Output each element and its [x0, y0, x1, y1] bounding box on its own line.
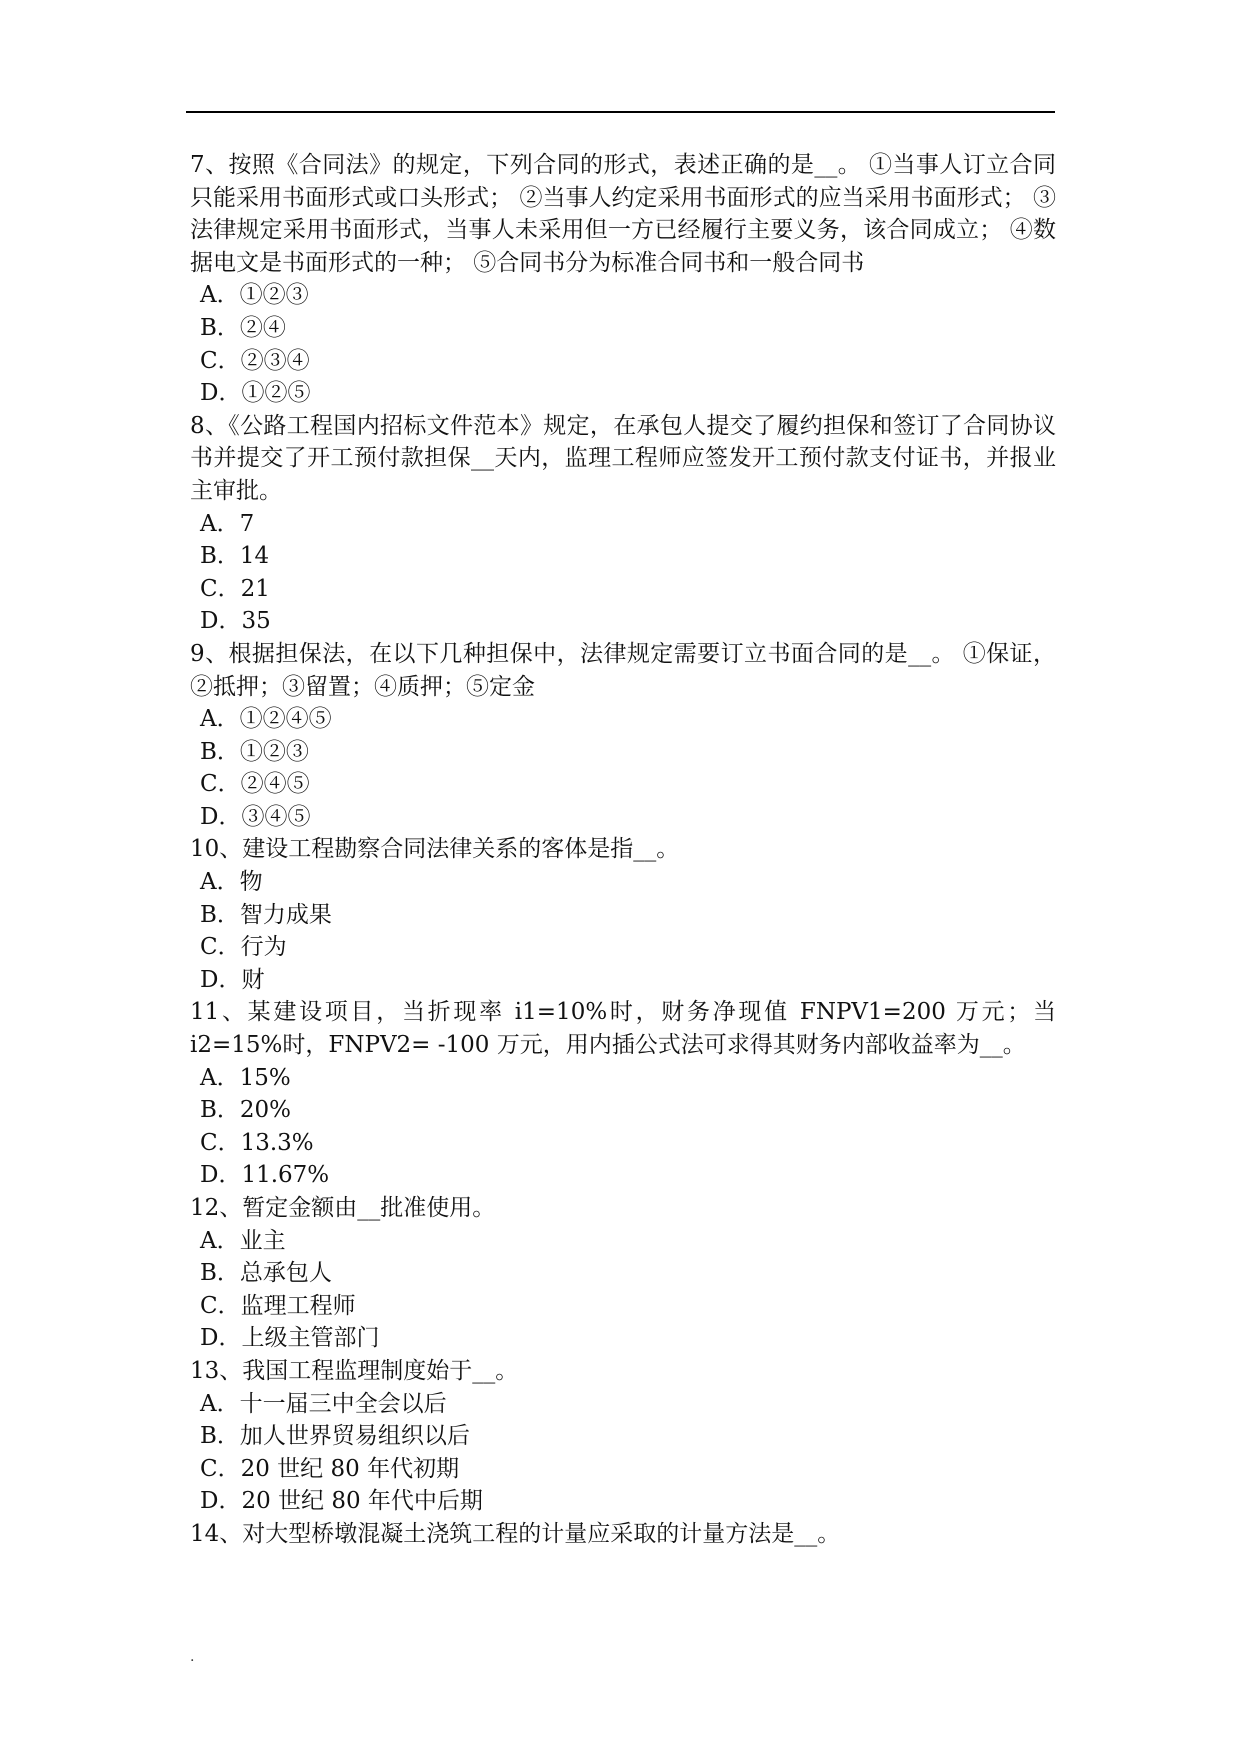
option-c: C．21 — [200, 575, 270, 602]
option-d: D．上级主管部门 — [200, 1325, 380, 1352]
question-13 — [190, 1355, 1056, 1518]
option-a: A．7 — [200, 510, 255, 537]
option-d: D．35 — [200, 608, 271, 635]
question-9 — [190, 638, 1056, 834]
question-stem: 8、《公路工程国内招标文件范本》规定，在承包人提交了履约担保和签订了合同协议书并提交了开工预付款担保__天内，监理工程师应签发开工预付款支付证书，并报业主审批。 — [190, 412, 1056, 504]
footer-mark: . — [190, 1649, 195, 1665]
option-b: B．①②③ — [200, 738, 309, 765]
question-stem: 13、我国工程监理制度始于__。 — [190, 1357, 519, 1384]
option-d: D．11.67% — [200, 1162, 330, 1189]
option-a: A．①②③ — [200, 282, 309, 309]
option-d: D．③④⑤ — [200, 803, 311, 830]
option-d: D．财 — [200, 966, 265, 993]
option-a: A．业主 — [200, 1227, 286, 1254]
option-c: C．行为 — [200, 934, 287, 961]
option-c: C．②③④ — [200, 347, 310, 374]
header-rule — [186, 111, 1055, 113]
question-list — [190, 149, 1056, 1551]
option-a: A．物 — [200, 869, 263, 896]
question-stem: 12、暂定金额由__批准使用。 — [190, 1195, 496, 1221]
option-b: B．②④ — [200, 314, 286, 341]
question-stem: 7、按照《合同法》的规定，下列合同的形式，表述正确的是__。 ①当事人订立合同只能采用书面形式或口头形式； ②当事人约定采用书面形式的应当采用书面形式； ③法律规定采用书面形式，当事人未采用但一方已经履行主要义务，该合同成立； ④数据电文是书面形式的一种； ⑤合同书分为标准合同书和一般合同书 — [190, 152, 1056, 276]
question-7 — [190, 149, 1056, 410]
option-b: B．加人世界贸易组织以后 — [200, 1423, 470, 1450]
option-c: C．13.3% — [200, 1129, 314, 1156]
option-d: D．①②⑤ — [200, 380, 311, 407]
question-stem: 14、对大型桥墩混凝土浇筑工程的计量应采取的计量方法是__。 — [190, 1520, 841, 1547]
question-10 — [190, 833, 1056, 996]
option-b: B．20% — [200, 1097, 292, 1124]
question-stem: 11、某建设项目，当折现率 i1=10%时，财务净现值 FNPV1=200 万元；当 i2=15%时，FNPV2= -100 万元，用内插公式法可求得其财务内部收益率为__。 — [190, 999, 1056, 1059]
option-d: D．20 世纪 80 年代中后期 — [200, 1488, 483, 1515]
option-a: A．15% — [200, 1064, 291, 1091]
option-a: A．十一届三中全会以后 — [200, 1390, 447, 1417]
question-8 — [190, 410, 1056, 638]
question-stem: 10、建设工程勘察合同法律关系的客体是指__。 — [190, 836, 680, 863]
question-14 — [190, 1518, 1056, 1551]
question-12 — [190, 1192, 1056, 1355]
option-b: B．智力成果 — [200, 901, 332, 928]
option-c: C．20 世纪 80 年代初期 — [200, 1455, 460, 1482]
option-b: B．14 — [200, 543, 270, 570]
option-c: C．监理工程师 — [200, 1292, 356, 1319]
question-11 — [190, 996, 1056, 1192]
question-stem: 9、根据担保法，在以下几种担保中，法律规定需要订立书面合同的是__。 ①保证，②抵押；③留置；④质押；⑤定金 — [190, 640, 1056, 700]
option-c: C．②④⑤ — [200, 771, 310, 798]
option-a: A．①②④⑤ — [200, 706, 332, 733]
option-b: B．总承包人 — [200, 1260, 332, 1287]
